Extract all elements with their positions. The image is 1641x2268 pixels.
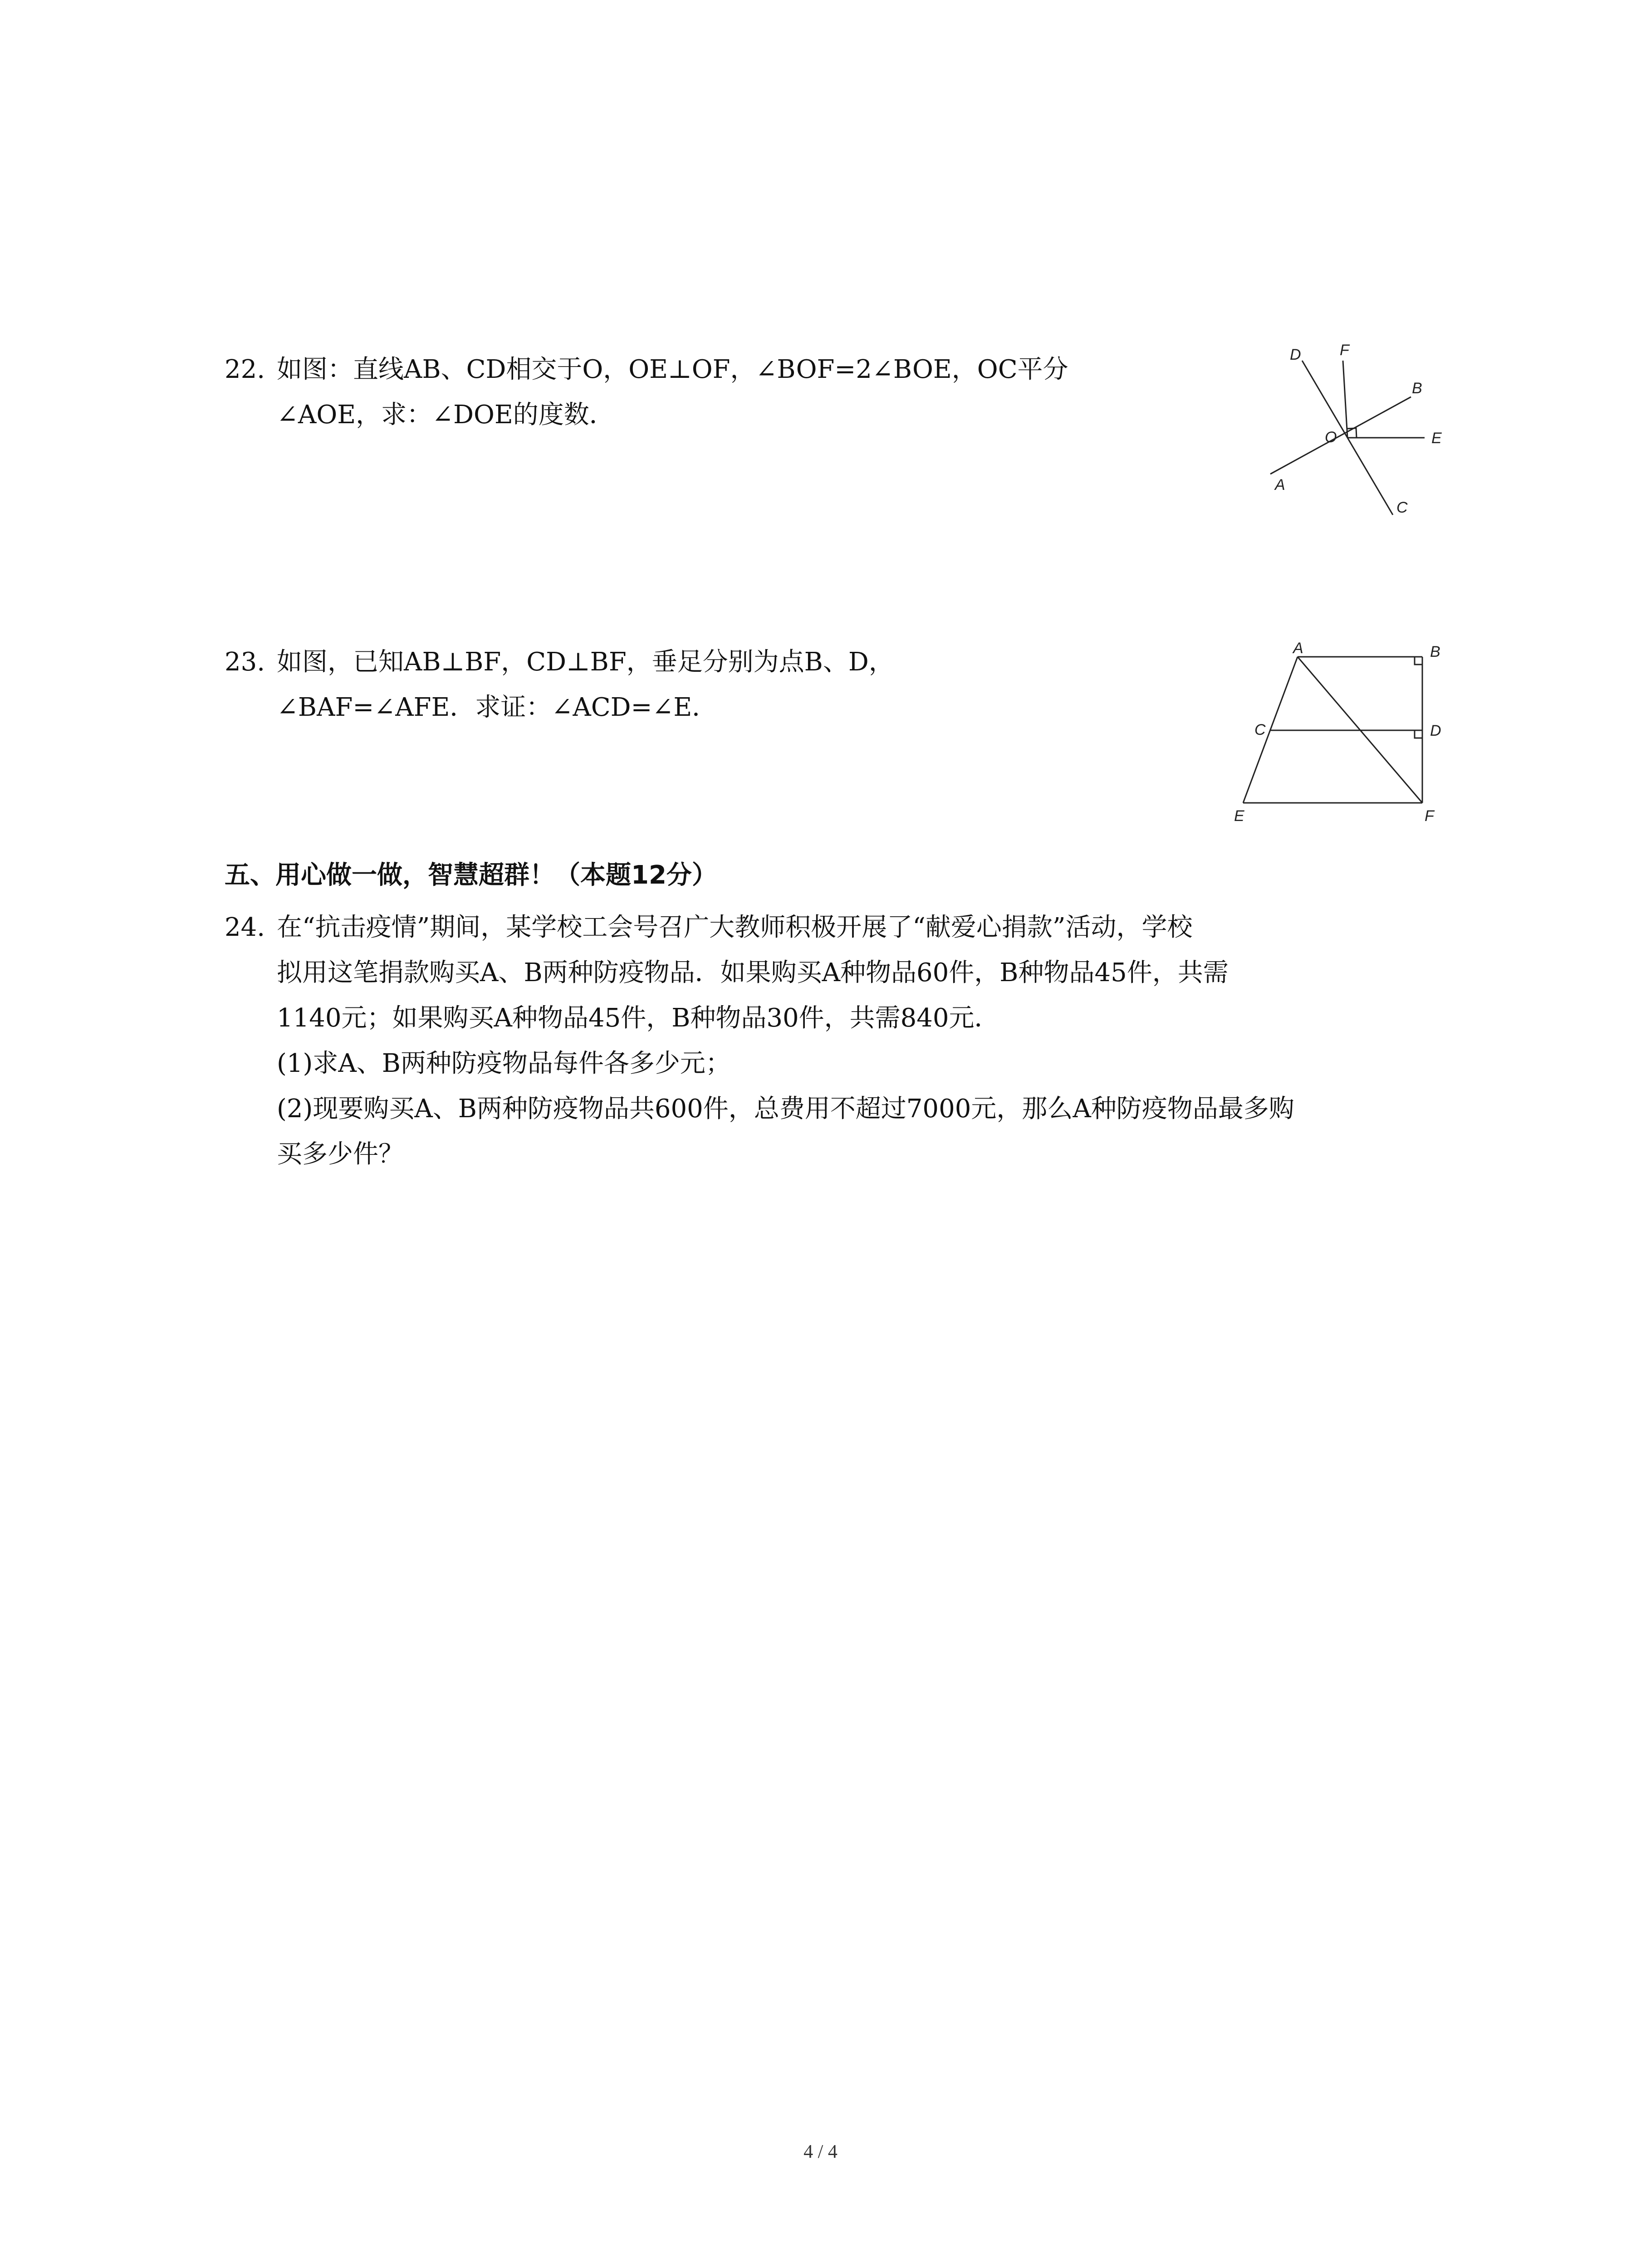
ray-of — [1343, 361, 1347, 438]
question-23 — [225, 640, 1223, 739]
question-22 — [225, 347, 1223, 447]
section-heading: 五、用心做一做，智慧超群！（本题12分） — [225, 860, 717, 890]
label-e: E — [1234, 807, 1244, 825]
question-text-line-3: 1140元；如果购买A种物品45件，B种物品30件，共需840元． — [277, 1003, 1000, 1033]
right-angle-b — [1415, 657, 1422, 665]
label-d: D — [1290, 346, 1301, 363]
figure-23-parallel-lines — [1198, 640, 1461, 839]
label-f: F — [1425, 807, 1434, 825]
label-a: A — [1293, 640, 1303, 657]
question-number: 24. — [225, 913, 265, 942]
question-part-2-line-2: 买多少件？ — [277, 1139, 404, 1169]
question-text-line-2: ∠AOE，求：∠DOE的度数． — [277, 400, 615, 430]
label-c: C — [1254, 721, 1266, 738]
question-24 — [225, 905, 1495, 1186]
question-number: 22. — [225, 355, 265, 384]
label-o: O — [1325, 429, 1337, 446]
question-text-line-1: 如图：直线AB、CD相交于O，OE⊥OF，∠BOF=2∠BOE，OC平分 — [277, 355, 1068, 384]
figure-22-intersecting-lines — [1252, 338, 1479, 519]
label-c: C — [1396, 499, 1408, 516]
label-d: D — [1430, 722, 1441, 739]
question-text-line-1: 在“抗击疫情”期间，某学校工会号召广大教师积极开展了“献爱心捐款”活动，学校 — [277, 913, 1193, 942]
question-part-2-line-1: (2)现要购买A、B两种防疫物品共600件，总费用不超过7000元，那么A种防疫物品最多购 — [277, 1094, 1294, 1124]
label-a: A — [1275, 476, 1285, 494]
question-part-1: (1)求A、B两种防疫物品每件各多少元； — [277, 1049, 731, 1078]
question-text-line-2: 拟用这笔捐款购买A、B两种防疫物品．如果购买A种物品60件，B种物品45件，共需 — [277, 958, 1229, 987]
label-b: B — [1430, 643, 1440, 660]
question-text-line-1: 如图，已知AB⊥BF，CD⊥BF，垂足分别为点B、D， — [277, 647, 894, 677]
question-number: 23. — [225, 647, 265, 677]
page-number: 4 / 4 — [803, 2141, 838, 2162]
question-text-line-2: ∠BAF=∠AFE．求证：∠ACD=∠E． — [277, 693, 718, 722]
line-ab — [1270, 397, 1411, 474]
right-angle-d — [1415, 730, 1422, 738]
label-b: B — [1412, 380, 1422, 397]
label-e: E — [1431, 430, 1442, 447]
label-f: F — [1340, 342, 1349, 359]
